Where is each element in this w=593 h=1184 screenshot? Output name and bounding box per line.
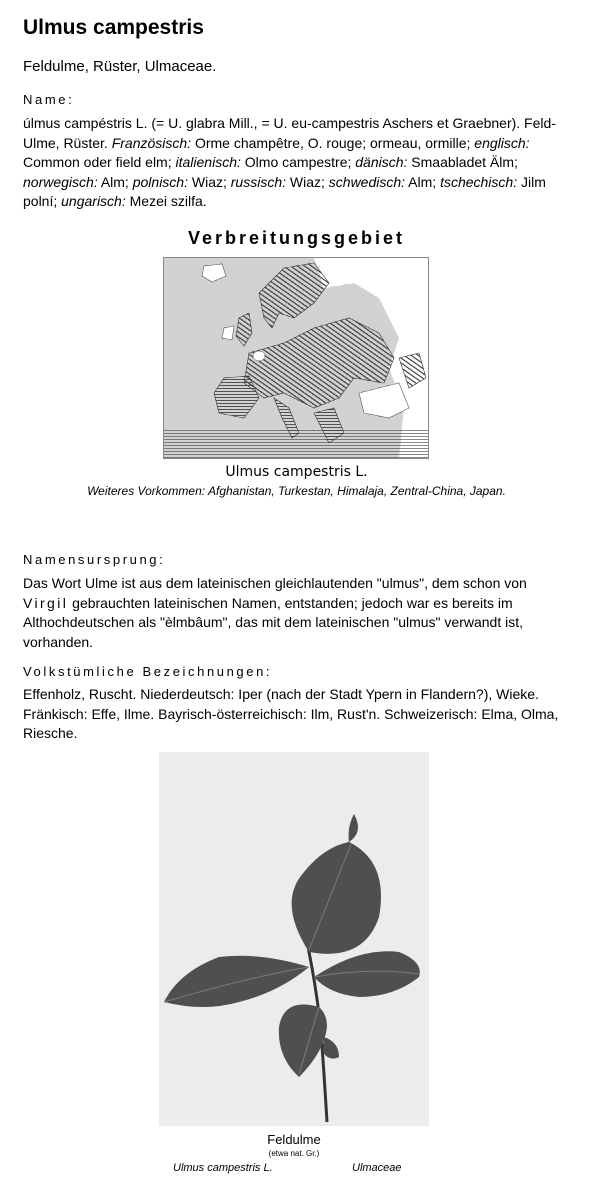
name-latin-text: úlmus campéstris L. (= U. glabra Mill., = U. eu-campestris Aschers et Graebner). Feld-Ulme, Rüster.: [23, 115, 556, 151]
lang-value-russian: Wiaz;: [286, 173, 329, 190]
page-subtitle: Feldulme, Rüster, Ulmaceae.: [23, 58, 217, 75]
elm-leaf-illustration: [159, 752, 429, 1126]
lang-label-english: englisch:: [474, 134, 530, 151]
origin-text-2: gebrauchten lateinischen Namen, entstanden; jedoch war es bereits im Althochdeutschen als "èlmbâum", das mit dem lateinischen "ulmus" verwandt ist, vorhanden.: [23, 594, 524, 650]
lang-label-danish: dänisch:: [355, 154, 408, 170]
lang-value-hungarian: Mezei szilfa.: [125, 193, 207, 209]
lang-label-swedish: schwedisch:: [328, 173, 406, 190]
europe-map-illustration: [164, 258, 428, 458]
lang-value-norwegian: Alm;: [97, 173, 133, 190]
photo-latin-name: Ulmus campestris L.: [173, 1162, 273, 1174]
photo-scale-note: (etwa nat. Gr.): [268, 1149, 320, 1158]
folk-names-heading: Volkstümliche Bezeichnungen:: [23, 664, 273, 679]
lang-value-polish: Wiaz;: [187, 173, 231, 190]
leaf-photo: [159, 752, 429, 1126]
map-note: Weiteres Vorkommen: Afghanistan, Turkestan, Himalaja, Zentral-China, Japan.: [87, 484, 506, 498]
origin-heading: Namensursprung:: [23, 552, 166, 567]
lang-label-italian: italienisch:: [175, 154, 241, 170]
lang-value-english: Common oder field elm;: [23, 154, 176, 170]
lang-value-swedish: Alm;: [405, 173, 441, 190]
folk-names-paragraph: Effenholz, Ruscht. Niederdeutsch: Iper (nach der Stadt Ypern in Flandern?), Wieke. Fränkisch: Effe, Ilme. Bayrisch-österreichisch: Ilm, Rust'n. Schweizerisch: Elma, Olma, Riesche.: [23, 686, 559, 741]
name-heading: Name:: [23, 92, 75, 107]
name-paragraph: [23, 114, 568, 212]
photo-caption: Feldulme: [267, 1132, 321, 1147]
virgil-name: Virgil: [23, 594, 69, 611]
photo-family-name: Ulmaceae: [352, 1162, 402, 1174]
lang-label-hungarian: ungarisch:: [61, 193, 126, 209]
lang-label-russian: russisch:: [230, 173, 286, 190]
origin-paragraph: [23, 574, 568, 652]
lang-label-czech: tschechisch:: [440, 173, 518, 190]
lang-value-italian: Olmo campestre;: [240, 154, 356, 170]
lang-label-french: Französisch:: [111, 134, 192, 151]
distribution-heading: Verbreitungsgebiet: [187, 228, 406, 248]
lang-value-danish: Smaabladet Älm;: [407, 154, 518, 170]
lang-label-polish: polnisch:: [132, 173, 188, 190]
page-title: Ulmus campestris: [23, 16, 204, 39]
origin-text-1: Das Wort Ulme ist aus dem lateinischen gleichlautenden "ulmus", dem schon von: [23, 575, 527, 591]
distribution-map: [163, 257, 429, 459]
lang-value-czech: Jilm polní;: [23, 173, 546, 209]
lang-label-norwegian: norwegisch:: [23, 173, 98, 190]
map-caption: Ulmus campestris L.: [225, 464, 368, 480]
lang-value-french: Orme champêtre, O. rouge; ormeau, ormille;: [191, 134, 475, 151]
